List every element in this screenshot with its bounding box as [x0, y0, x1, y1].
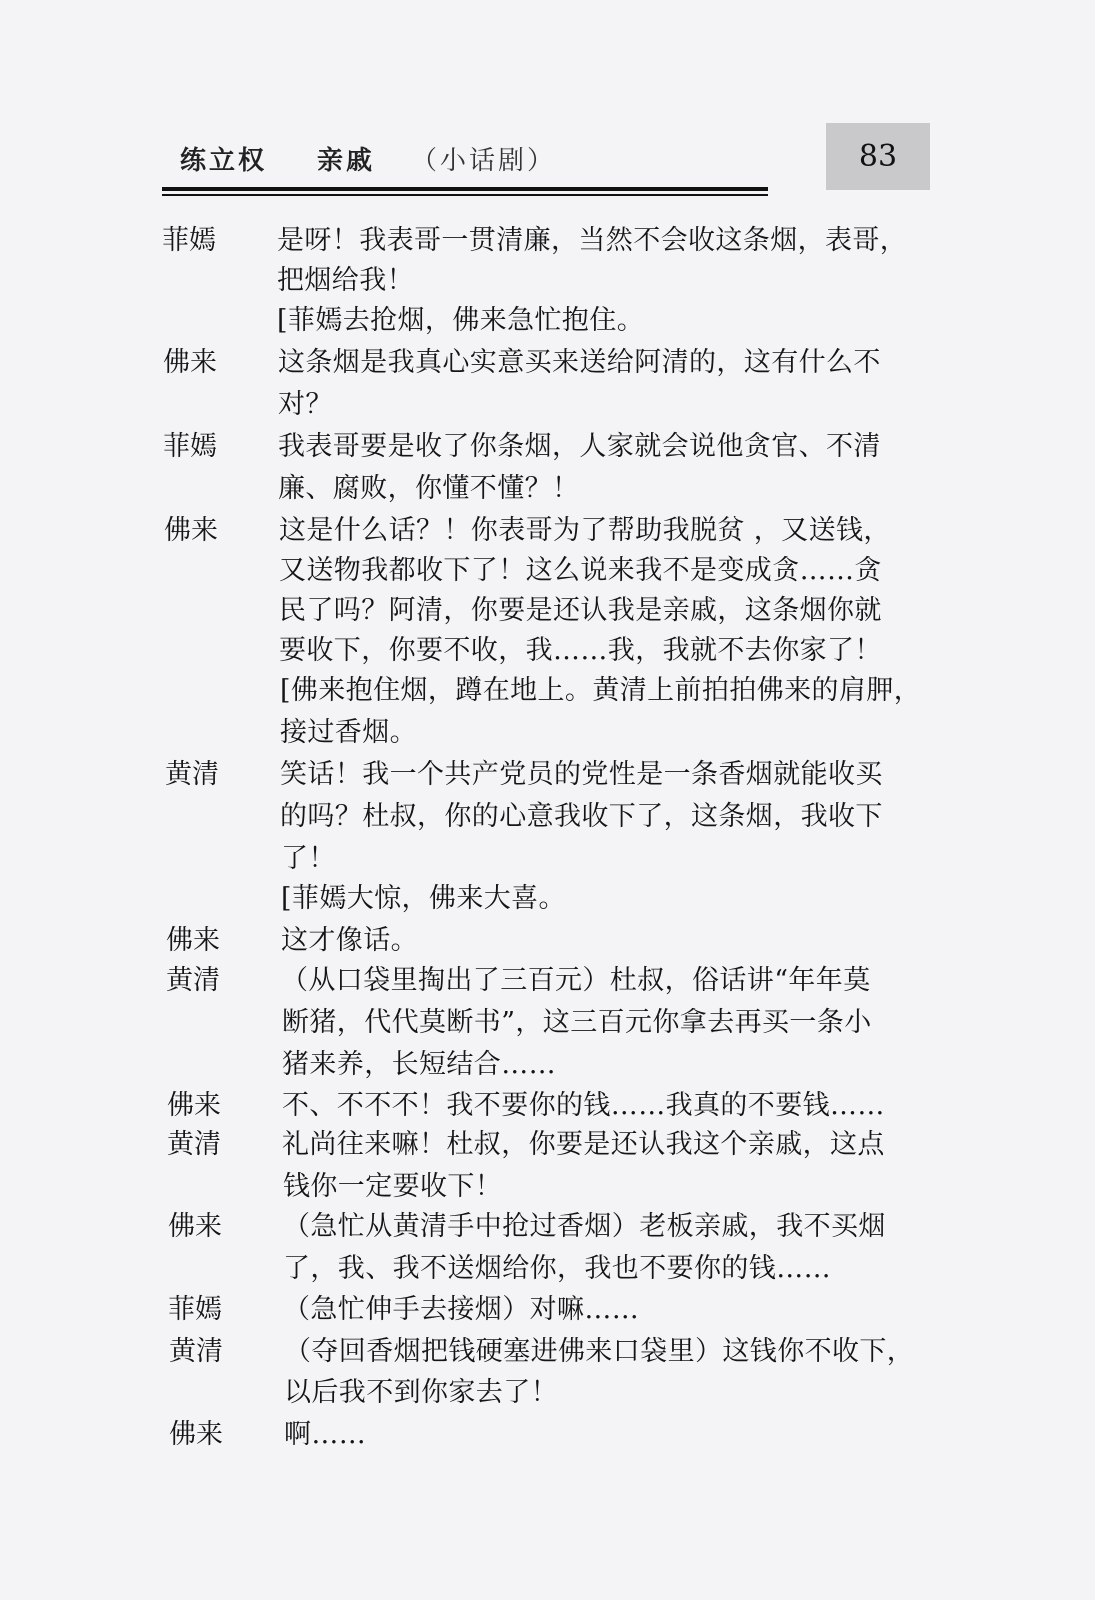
stage-direction-line: [佛来抱住烟，蹲在地上。黄清上前拍拍佛来的肩胛，: [280, 675, 922, 706]
dialogue-line: 这是什么话？！你表哥为了帮助我脱贫 ，又送钱，: [279, 515, 891, 546]
stage-direction-line: [菲嫣去抢烟，佛来急忙抱住。: [277, 305, 645, 336]
speaker-name: 佛来: [167, 1090, 221, 1121]
dialogue-line: 了，我、我不送烟给你，我也不要你的钱……: [283, 1253, 831, 1284]
dialogue-line: （急忙伸手去接烟）对嘛……: [283, 1294, 640, 1325]
dialogue-line: 又送物我都收下了！这么说来我不是变成贪……贪: [279, 555, 882, 586]
dialogue-line: 这才像话。: [281, 925, 418, 956]
speaker-name: 菲嫣: [163, 431, 217, 462]
speaker-name: 黄清: [166, 965, 220, 996]
dialogue-line: 猪来养，长短结合……: [282, 1049, 556, 1080]
dialogue-line: 要收下，你要不收，我……我，我就不去你家了！: [279, 635, 882, 666]
speaker-name: 菲嫣: [162, 225, 216, 256]
header-title: 亲戚: [317, 146, 376, 176]
dialogue-line: 断猪，代代莫断书”，这三百元你拿去再买一条小: [282, 1007, 872, 1038]
speaker-name: 黄清: [169, 1336, 223, 1367]
dialogue-line: 礼尚往来嘛！杜叔，你要是还认我这个亲戚，这点: [282, 1129, 885, 1160]
dialogue-line: 这条烟是我真心实意买来送给阿清的，这有什么不: [278, 347, 881, 378]
header-genre: （小话剧）: [411, 146, 557, 176]
dialogue-line: 的吗？杜叔，你的心意我收下了，这条烟，我收下: [280, 801, 883, 832]
stage-direction-line: [菲嫣大惊，佛来大喜。: [281, 883, 566, 914]
dialogue-line: （夺回香烟把钱硬塞进佛来口袋里）这钱你不收下，: [284, 1336, 915, 1367]
dialogue-line: 我表哥要是收了你条烟，人家就会说他贪官、不清: [278, 431, 881, 462]
dialogue-line: （从口袋里掏出了三百元）杜叔，俗话讲“年年莫: [281, 965, 871, 996]
dialogue-line: 钱你一定要收下！: [283, 1171, 503, 1202]
header-author: 练立权: [180, 146, 268, 176]
stage-direction-line: 接过香烟。: [280, 717, 417, 748]
dialogue-line: 廉、腐败，你懂不懂？！: [278, 473, 580, 504]
page-number: 83: [858, 139, 898, 174]
dialogue-line: 对？: [278, 389, 333, 420]
dialogue-line: 笑话！我一个共产党员的党性是一条香烟就能收买: [280, 759, 883, 790]
dialogue-line: 了！: [281, 843, 336, 874]
dialogue-line: （急忙从黄清手中抢过香烟）老板亲戚，我不买烟: [283, 1211, 886, 1242]
speaker-name: 黄清: [167, 1129, 221, 1160]
dialogue-line: 民了吗？阿清，你要是还认我是亲戚，这条烟你就: [279, 595, 882, 626]
dialogue-line: 不、不不不！我不要你的钱……我真的不要钱……: [282, 1090, 885, 1121]
speaker-name: 佛来: [169, 1419, 223, 1450]
speaker-name: 佛来: [166, 925, 220, 956]
dialogue-line: 以后我不到你家去了！: [284, 1377, 558, 1408]
dialogue-line: 把烟给我！: [277, 265, 414, 296]
speaker-name: 佛来: [164, 515, 218, 546]
speaker-name: 佛来: [163, 347, 217, 378]
dialogue-line: 是呀！我表哥一贯清廉，当然不会收这条烟，表哥，: [277, 225, 908, 256]
speaker-name: 菲嫣: [168, 1294, 222, 1325]
dialogue-line: 啊……: [284, 1419, 367, 1450]
speaker-name: 黄清: [165, 759, 219, 790]
speaker-name: 佛来: [168, 1211, 222, 1242]
